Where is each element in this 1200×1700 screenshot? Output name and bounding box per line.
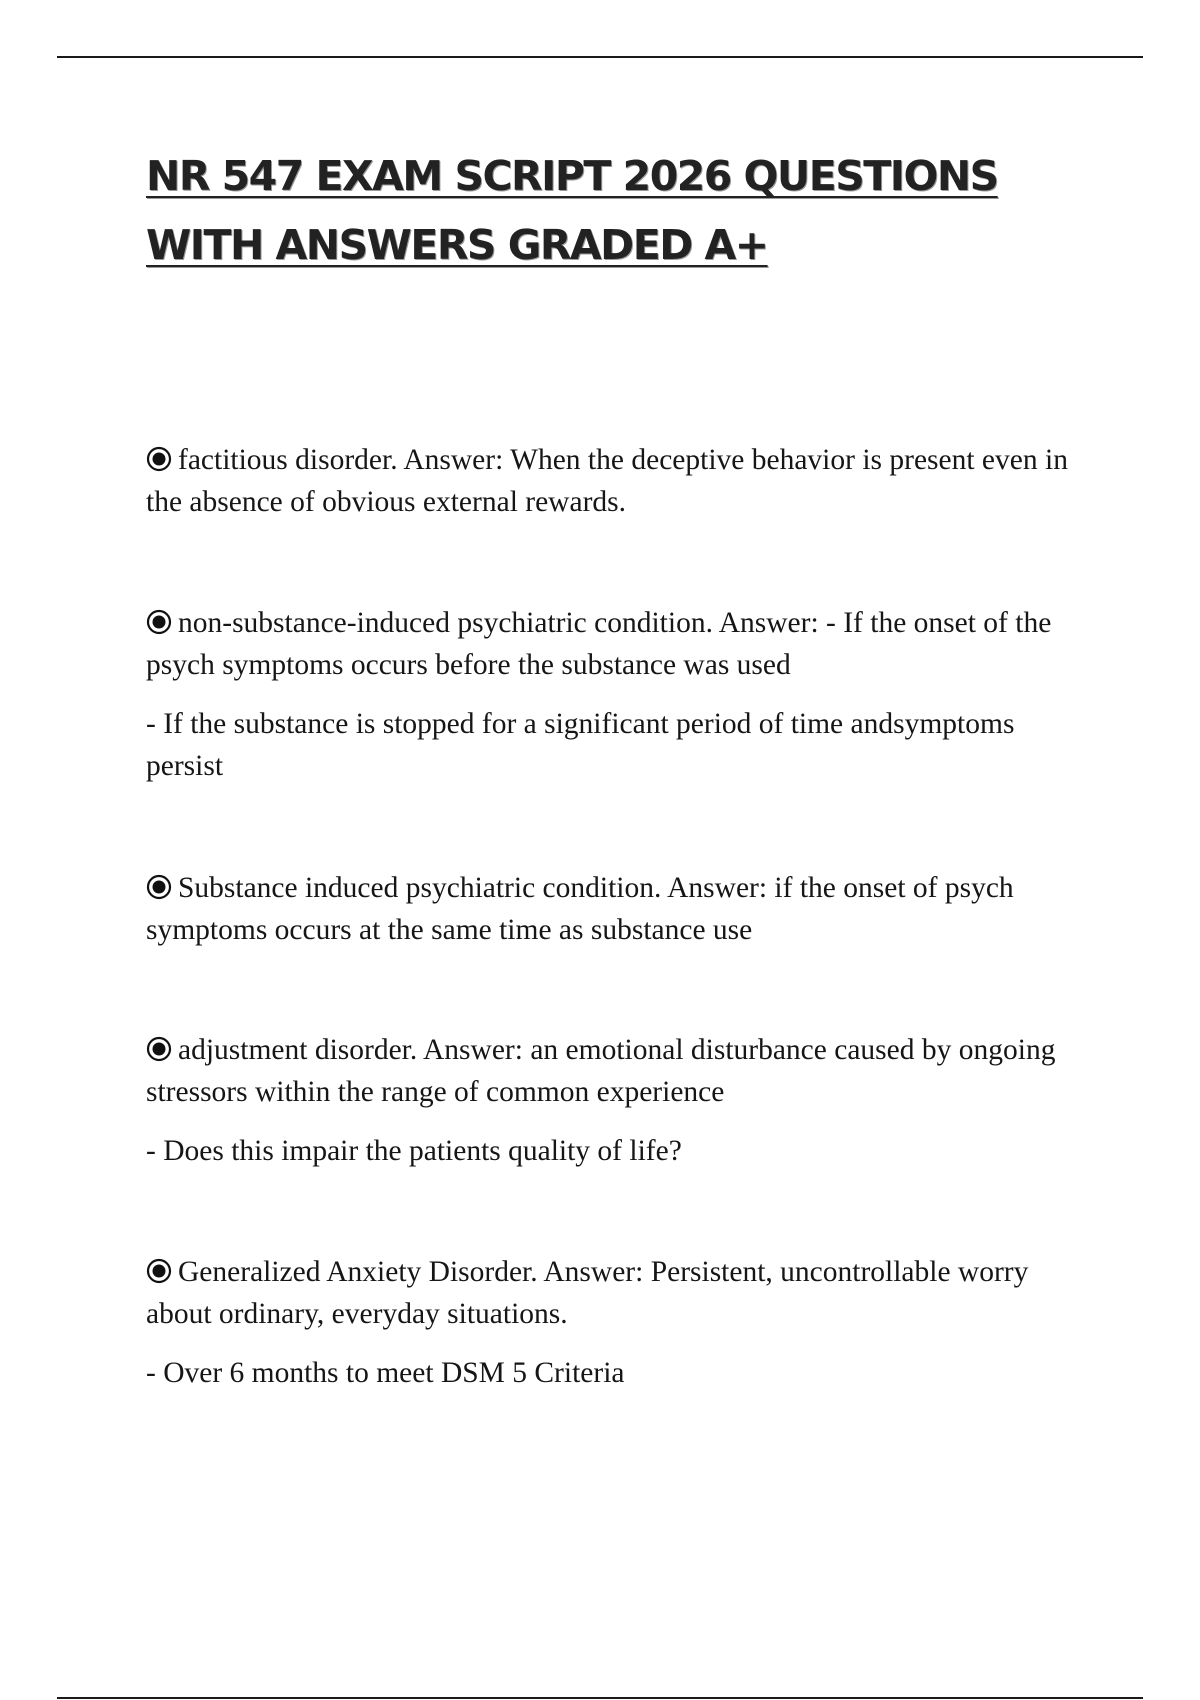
qa-entry bbox=[146, 439, 1096, 523]
qa-answer: Answer: When the deceptive behavior is present even in the absence of obvious external rewards. bbox=[146, 444, 1068, 518]
qa-answer: Answer: an emotional disturbance caused by ongoing stressors within the range of common experience bbox=[146, 1034, 1056, 1108]
top-rule bbox=[57, 56, 1143, 58]
qa-note: - If the substance is stopped for a significant period of time andsymptoms persist bbox=[146, 708, 1015, 782]
bottom-rule bbox=[57, 1697, 1143, 1699]
qa-question-line bbox=[146, 867, 1096, 951]
qa-answer: Answer: if the onset of psych symptoms occurs at the same time as substance use bbox=[146, 872, 1014, 946]
radio-bullet-icon bbox=[146, 609, 172, 635]
qa-question-line bbox=[146, 1029, 1096, 1113]
radio-bullet-icon bbox=[146, 1036, 172, 1062]
radio-bullet-icon bbox=[146, 446, 172, 472]
document-title: NR 547 EXAM SCRIPT 2026 QUESTIONS WITH ANSWERS GRADED A+ bbox=[146, 152, 998, 269]
qa-answer: Answer: - If the onset of the psych symptoms occurs before the substance was used bbox=[146, 607, 1052, 681]
qa-term: non-substance-induced psychiatric condition. bbox=[178, 607, 713, 639]
qa-entry bbox=[146, 602, 1096, 787]
qa-term: factitious disorder. bbox=[178, 444, 398, 476]
qa-question-line bbox=[146, 439, 1096, 523]
qa-entry bbox=[146, 867, 1096, 951]
qa-question-line bbox=[146, 1251, 1096, 1335]
qa-entry bbox=[146, 1029, 1096, 1172]
qa-note: - Over 6 months to meet DSM 5 Criteria bbox=[146, 1357, 625, 1389]
qa-term: Substance induced psychiatric condition. bbox=[178, 872, 662, 904]
radio-bullet-icon bbox=[146, 1258, 172, 1284]
radio-bullet-icon bbox=[146, 874, 172, 900]
qa-question-line bbox=[146, 602, 1096, 686]
qa-term: Generalized Anxiety Disorder. bbox=[178, 1256, 538, 1288]
qa-term: adjustment disorder. bbox=[178, 1034, 418, 1066]
qa-entry bbox=[146, 1251, 1096, 1394]
qa-answer: Answer: Persistent, uncontrollable worry about ordinary, everyday situations. bbox=[146, 1256, 1029, 1330]
qa-note: - Does this impair the patients quality of life? bbox=[146, 1135, 682, 1167]
